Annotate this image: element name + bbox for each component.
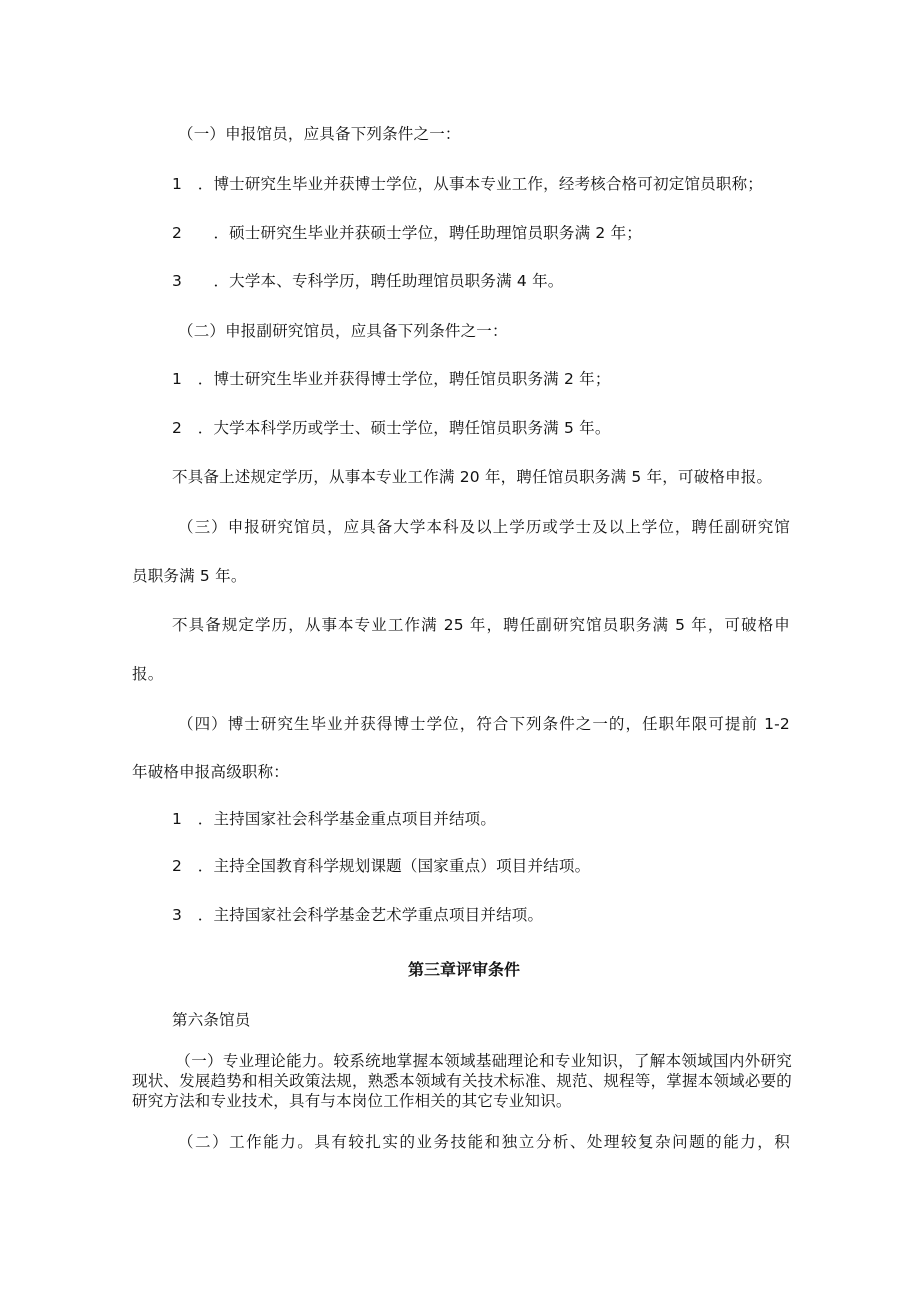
- section4-item-3: 3 ．主持国家社会科学基金艺术学重点项目并结项。: [172, 906, 544, 924]
- section3-exception-line-1: 不具备规定学历，从事本专业工作满 25 年，聘任副研究馆员职务满 5 年，可破格申: [172, 616, 790, 634]
- section2-heading: （二）申报副研究馆员，应具备下列条件之一：: [178, 322, 508, 340]
- section1-heading: （一）申报馆员，应具备下列条件之一：: [178, 125, 461, 143]
- section4-line-1: （四）博士研究生毕业并获得博士学位，符合下列条件之一的，任职年限可提前 1-2: [178, 715, 790, 733]
- article-6-paragraph-1: （一）专业理论能力。较系统地掌握本领域基础理论和专业知识，了解本领域国内外研究现状、发展趋势和相关政策法规，熟悉本领域有关技术标准、规范、规程等，掌握本领域必要的研究方法和专业技术，具有与本岗位工作相关的其它专业知识。: [132, 1052, 792, 1110]
- section4-item-2: 2 ．主持全国教育科学规划课题（国家重点）项目并结项。: [172, 857, 591, 875]
- section2-exception: 不具备上述规定学历，从事本专业工作满 20 年，聘任馆员职务满 5 年，可破格申报。: [172, 468, 773, 486]
- section2-item-2: 2 ．大学本科学历或学士、硕士学位，聘任馆员职务满 5 年。: [172, 419, 611, 437]
- section4-line-2: 年破格申报高级职称：: [132, 763, 290, 781]
- section3-exception-line-2: 报。: [132, 665, 164, 683]
- chapter-title: 第三章评审条件: [407, 960, 520, 979]
- article-6-heading: 第六条馆员: [172, 1011, 251, 1029]
- section3-line-2: 员职务满 5 年。: [132, 567, 247, 585]
- section1-item-1: 1 ．博士研究生毕业并获博士学位，从事本专业工作，经考核合格可初定馆员职称；: [172, 175, 763, 193]
- section1-item-3: 3 ．大学本、专科学历，聘任助理馆员职务满 4 年。: [172, 272, 564, 290]
- section4-item-1: 1 ．主持国家社会科学基金重点项目并结项。: [172, 810, 497, 828]
- article-6-paragraph-2-line-1: （二）工作能力。具有较扎实的业务技能和独立分析、处理较复杂问题的能力，积: [178, 1133, 790, 1151]
- section1-item-2: 2 ．硕士研究生毕业并获硕士学位，聘任助理馆员职务满 2 年；: [172, 224, 642, 242]
- section3-line-1: （三）申报研究馆员，应具备大学本科及以上学历或学士及以上学位，聘任副研究馆: [178, 518, 790, 536]
- section2-item-1: 1 ．博士研究生毕业并获得博士学位，聘任馆员职务满 2 年；: [172, 370, 611, 388]
